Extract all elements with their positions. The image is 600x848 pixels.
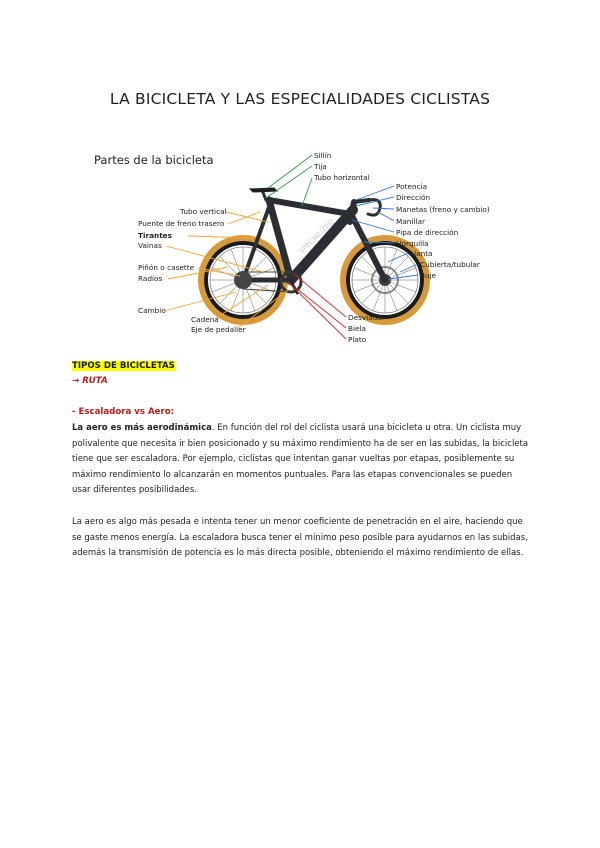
- cassette: [234, 271, 252, 289]
- ruta-heading-block: [72, 374, 108, 390]
- label-biela: Biela: [348, 324, 367, 333]
- label-desviador: Desviador: [348, 313, 385, 322]
- label-llanta: Llanta: [410, 249, 433, 258]
- label-buje: Buje: [420, 271, 437, 280]
- label-vainas: Vainas: [138, 241, 162, 250]
- label-tija: Tija: [314, 162, 327, 171]
- label-potencia: Potencia: [396, 182, 428, 191]
- label-puente-freno: Puente de freno trasero: [138, 219, 225, 228]
- paragraph-1-rest: . En función del rol del ciclista usará una bicicleta u otra. Un ciclista muy polivalente que necesita ir bien posicionado y su máximo rendimiento ha de ser en las subidas, la bicicleta tiene que ser escaladora. Por ejemplo, ciclistas que intentan ganar vueltas por etapas, posiblemente su máximo rendimiento lo alcanzarán en momentos puntuales. Para las etapas convencionales se pueden usar diferentes posibilidades.: [72, 423, 529, 496]
- label-direccion: Dirección: [396, 193, 431, 202]
- escaladora-vs-aero-heading: - Escaladora vs Aero:: [72, 407, 175, 417]
- paragraph-1: [72, 421, 532, 499]
- diagram-heading: Partes de la bicicleta: [94, 153, 214, 167]
- label-cambio: Cambio: [138, 306, 166, 315]
- label-eje-pedalier: Eje de pedalier: [191, 325, 246, 334]
- bike-diagram-svg: [88, 142, 508, 352]
- label-tubo-horizontal: Tubo horizontal: [314, 173, 370, 182]
- label-sillin: Sillín: [314, 151, 332, 160]
- red-leader-lines: [288, 274, 346, 339]
- paragraph-1-lead: La aero es más aerodinámica: [72, 423, 212, 433]
- label-radios: Radios: [138, 274, 163, 283]
- svg-text:SPECIALIZED: SPECIALIZED: [297, 217, 336, 256]
- label-horquilla: Horquilla: [396, 239, 429, 248]
- label-manillar: Manillar: [396, 217, 425, 226]
- types-heading-block: [72, 359, 175, 375]
- page-title: LA BICICLETA Y LAS ESPECIALIDADES CICLISTAS: [109, 90, 491, 108]
- types-heading: TIPOS DE BICICLETAS: [72, 361, 175, 371]
- bike-parts-diagram: [88, 142, 508, 352]
- label-pipa-direccion: Pipa de dirección: [396, 228, 459, 237]
- ruta-heading: → RUTA: [72, 376, 108, 386]
- subheading-block: [72, 405, 174, 421]
- label-plato: Plato: [348, 335, 367, 344]
- label-tubo-vertical: Tubo vertical: [180, 207, 227, 216]
- label-pinon: Piñón o casette: [138, 263, 195, 272]
- label-cadena: Cadena: [191, 315, 219, 324]
- label-cubierta: Cubierta/tubular: [420, 260, 480, 269]
- label-tirantes: Tirantes: [138, 231, 172, 240]
- label-manetas: Manetas (freno y cambio): [396, 205, 490, 214]
- paragraph-2: La aero es algo más pesada e intenta tener un menor coeficiente de penetración en el aire, haciendo que se gaste menos energía. La escaladora busca tener el mínimo peso posible para ayudarnos en las subidas, además la transmisión de potencia es lo más directa posible, obteniendo el máximo rendimiento de ellas.: [72, 517, 528, 559]
